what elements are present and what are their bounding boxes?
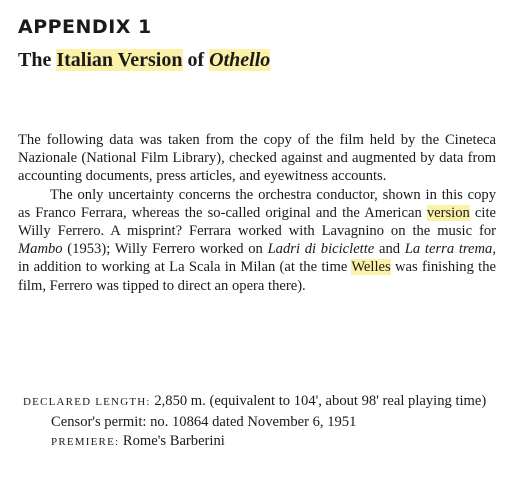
p2-text-1: The only uncertainty concerns the orchestra conductor, shown in this copy as Franco Ferrara, whereas the so-called original and the American (18, 186, 496, 221)
p2-highlight-welles: Welles (351, 259, 391, 276)
title-prefix: The (18, 49, 52, 71)
chapter-title (18, 49, 270, 72)
credit-censor-permit: Censor's permit: no. 10864 dated November 6, 1951 (51, 413, 357, 430)
title-italic-othello: Othello (209, 49, 271, 71)
declared-length-label: DECLARED LENGTH: (23, 396, 151, 408)
credit-declared-length (18, 392, 496, 413)
paragraph-1: The following data was taken from the copy of the film held by the Cineteca Nazionale (National Film Library), checked against and augmented by data from accounting documents, press articles, and eyewitness accounts. (18, 132, 496, 185)
credits-block (18, 392, 496, 453)
premiere-label: PREMIERE: (51, 436, 120, 448)
title-highlight: Italian Version (56, 49, 183, 71)
p2-italic-ladri: Ladri di biciclette (267, 241, 375, 258)
p2-highlight-version: version (426, 204, 470, 221)
p2-text-5: in addition to working at La Scala in Milan (at the time (18, 259, 352, 276)
premiere-value: Rome's Barberini (119, 433, 225, 449)
body-text (18, 131, 496, 295)
p2-text-6: was finishing the film, Ferrero was tipped to direct an opera there). (18, 259, 496, 294)
declared-length-value: 2,850 m. (equivalent to 104', about 98' real playing time) (150, 393, 487, 409)
appendix-label: APPENDIX 1 (18, 16, 152, 38)
p2-italic-terra-trema: La terra trema, (404, 241, 496, 258)
p2-text-3: (1953); Willy Ferrero worked on (62, 241, 268, 258)
credit-premiere (18, 432, 496, 453)
title-of: of (187, 49, 205, 71)
p2-text-4: and (374, 241, 405, 258)
paragraph-2 (18, 186, 496, 295)
p2-text-2: cite Willy Ferrero. A misprint? Ferrara worked with Lavagnino on the music for (18, 204, 496, 240)
p2-italic-mambo: Mambo (18, 241, 63, 258)
